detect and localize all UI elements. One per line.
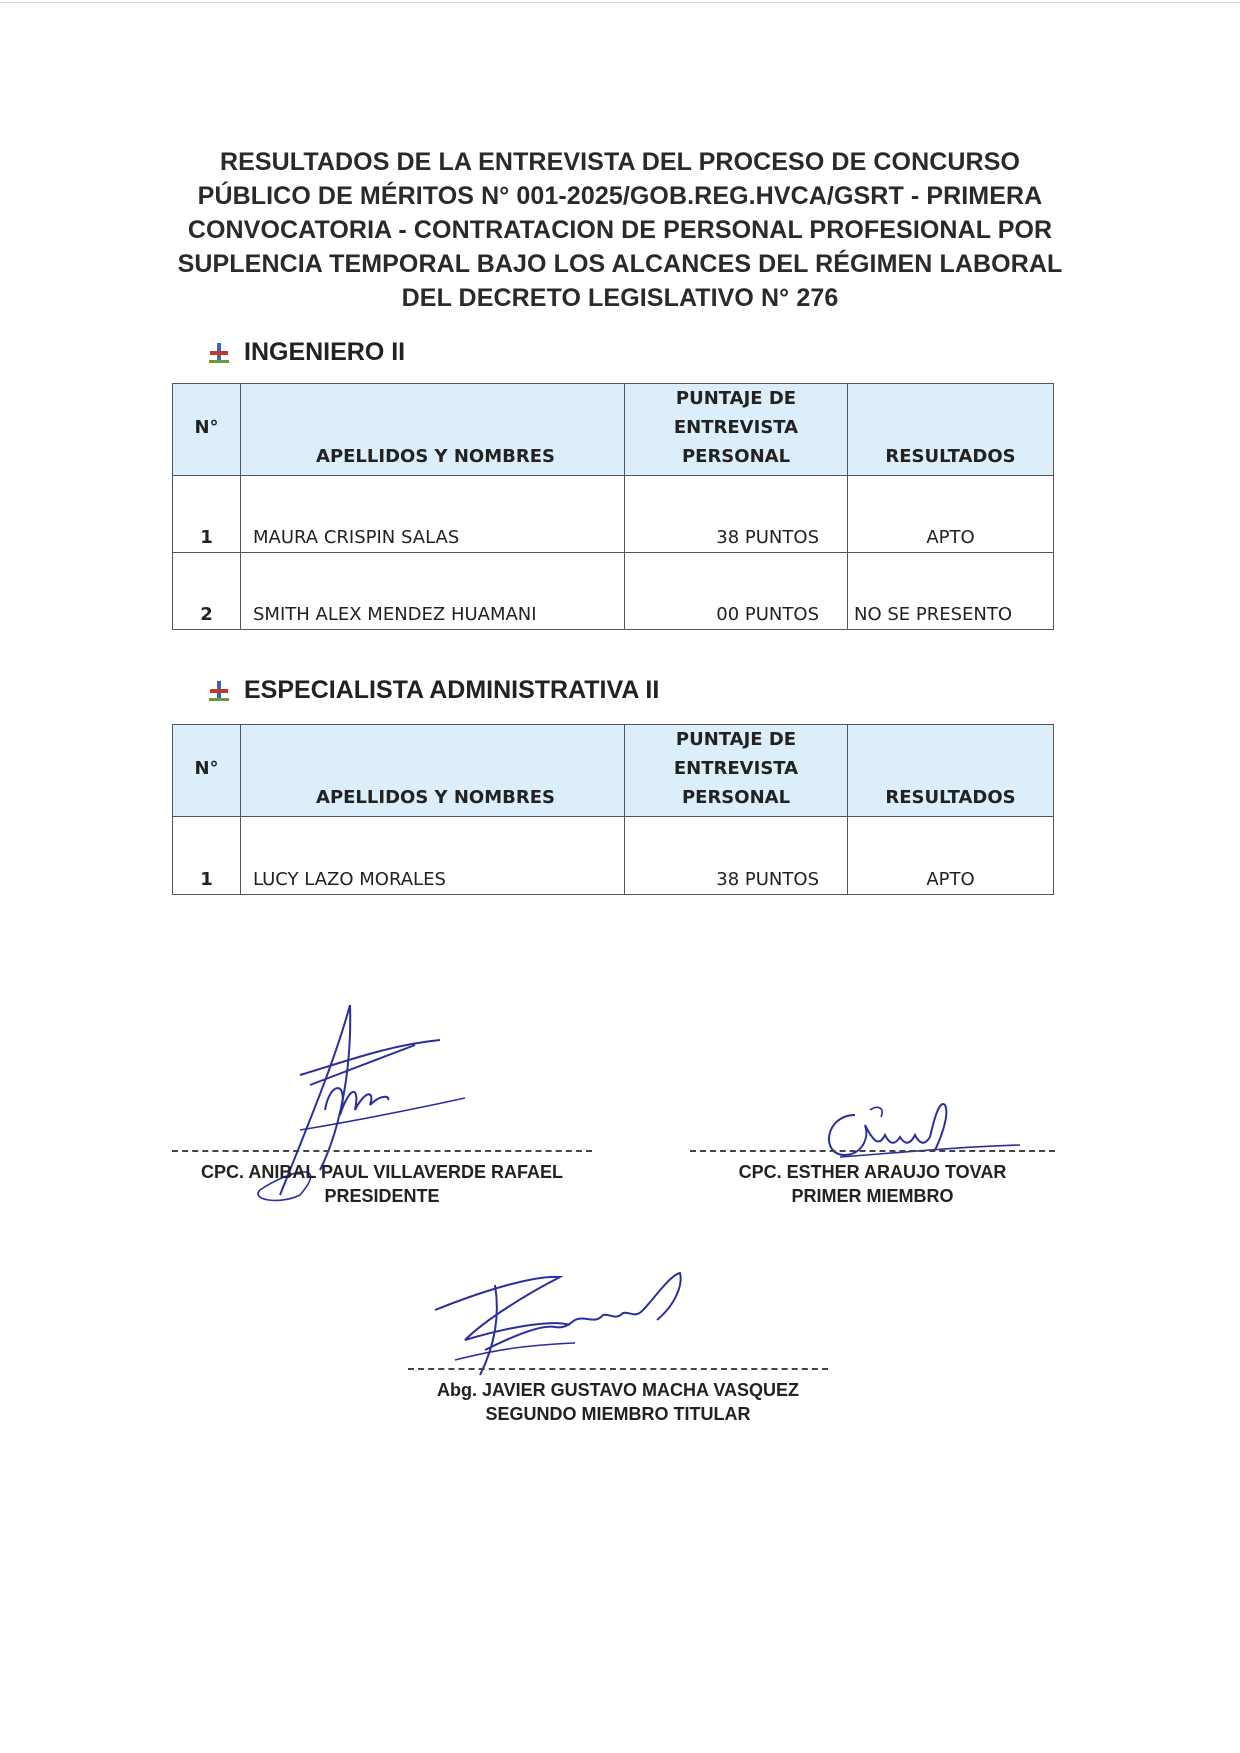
top-rule [0, 2, 1240, 3]
header-results: RESULTADOS [848, 725, 1054, 817]
section-heading-label: ESPECIALISTA ADMINISTRATIVA II [244, 676, 660, 704]
signatory-first-member [690, 1150, 1055, 1208]
header-score-line: PERSONAL [681, 446, 791, 467]
row-number: 2 [173, 553, 241, 630]
header-number: N° [173, 725, 241, 817]
row-name: MAURA CRISPIN SALAS [241, 476, 625, 553]
header-score-line: PUNTAJE DE [675, 388, 797, 409]
header-score-line: ENTREVISTA [673, 417, 799, 438]
row-score: 38 PUNTOS [625, 817, 848, 895]
document-title [140, 145, 1100, 315]
table-header-row [173, 384, 1054, 476]
row-name: SMITH ALEX MENDEZ HUAMANI [241, 553, 625, 630]
header-results: RESULTADOS [848, 384, 1054, 476]
table-row [173, 476, 1054, 553]
header-score-line: PERSONAL [681, 787, 791, 808]
title-line: PÚBLICO DE MÉRITOS N° 001-2025/GOB.REG.HVCA/GSRT - PRIMERA [197, 182, 1043, 210]
signatory-second-member [408, 1368, 828, 1426]
row-result: APTO [848, 817, 1054, 895]
row-score: 00 PUNTOS [625, 553, 848, 630]
bullet-plus-icon [208, 680, 230, 702]
table-header-row [173, 725, 1054, 817]
section-heading-especialista [208, 676, 659, 705]
title-line: DEL DECRETO LEGISLATIVO N° 276 [401, 284, 839, 312]
signatory-president [172, 1150, 592, 1208]
row-number: 1 [173, 817, 241, 895]
header-score-line: PUNTAJE DE [675, 729, 797, 750]
header-names: APELLIDOS Y NOMBRES [241, 384, 625, 476]
table-row [173, 817, 1054, 895]
signature-line [408, 1368, 828, 1370]
header-score [625, 384, 848, 476]
header-score [625, 725, 848, 817]
title-line: CONVOCATORIA - CONTRATACION DE PERSONAL PROFESIONAL POR [187, 216, 1053, 244]
signatory-role: PRESIDENTE [324, 1186, 440, 1206]
title-line: SUPLENCIA TEMPORAL BAJO LOS ALCANCES DEL RÉGIMEN LABORAL [177, 250, 1063, 278]
header-names: APELLIDOS Y NOMBRES [241, 725, 625, 817]
signatory-name: CPC. ANIBAL PAUL VILLAVERDE RAFAEL [200, 1162, 564, 1182]
signatory-role: SEGUNDO MIEMBRO TITULAR [485, 1404, 751, 1424]
signatory-role: PRIMER MIEMBRO [791, 1186, 954, 1206]
header-score-line: ENTREVISTA [673, 758, 799, 779]
signatory-name: Abg. JAVIER GUSTAVO MACHA VASQUEZ [436, 1380, 799, 1400]
row-score: 38 PUNTOS [625, 476, 848, 553]
row-result: NO SE PRESENTO [848, 553, 1054, 630]
table-row [173, 553, 1054, 630]
row-number: 1 [173, 476, 241, 553]
signature-line [690, 1150, 1055, 1152]
signature-second-member [425, 1265, 695, 1380]
results-table-ingeniero [172, 383, 1054, 630]
bullet-plus-icon [208, 342, 230, 364]
row-result: APTO [848, 476, 1054, 553]
title-line: RESULTADOS DE LA ENTREVISTA DEL PROCESO DE CONCURSO [219, 148, 1021, 176]
header-number: N° [173, 384, 241, 476]
signatory-name: CPC. ESTHER ARAUJO TOVAR [738, 1162, 1007, 1182]
section-heading-label: INGENIERO II [244, 338, 406, 366]
signature-line [172, 1150, 592, 1152]
row-name: LUCY LAZO MORALES [241, 817, 625, 895]
section-heading-ingeniero [208, 338, 405, 367]
results-table-especialista [172, 724, 1054, 895]
